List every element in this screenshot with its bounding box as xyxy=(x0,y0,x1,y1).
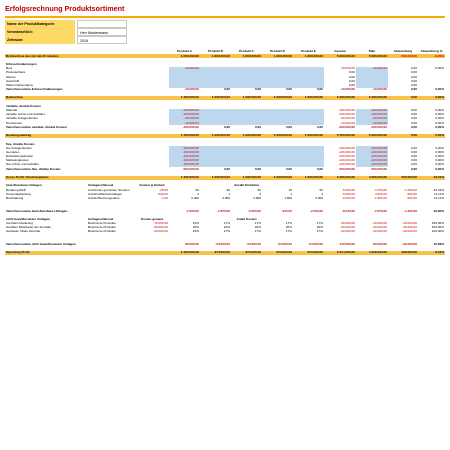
value-cell[interactable]: 17% xyxy=(223,230,230,234)
value-cell: 0,00 xyxy=(348,75,355,79)
value-cell[interactable]: 2.000 xyxy=(191,196,199,200)
value-cell: 1.000.000,00 xyxy=(200,134,231,138)
section-label: Erlösschmälerungen xyxy=(6,62,37,66)
value-cell[interactable]: -20.000,00 xyxy=(356,117,388,121)
value-cell: 4.928.930,00 xyxy=(356,251,388,255)
column-header: Abweichung xyxy=(393,50,413,54)
row-label: Marketingkosten xyxy=(6,158,29,163)
value-cell[interactable]: -10.000,00 xyxy=(169,67,200,71)
info-label: Name der Produktkategorie: xyxy=(5,20,75,28)
value-cell: 1.000.000,00 xyxy=(262,96,293,100)
value-cell: 0,00 xyxy=(410,121,417,125)
column-header: Produkt C xyxy=(239,50,254,54)
value-cell: 0,00 xyxy=(223,167,230,171)
value-cell[interactable]: -100.000,00 xyxy=(169,155,200,159)
value-cell: 0,00 xyxy=(410,66,417,71)
value-cell: 1.495.000,00 xyxy=(169,176,200,180)
value-cell: 5.490.000,00 xyxy=(324,96,356,100)
value-cell: -230.000,00 xyxy=(370,125,387,129)
value-cell[interactable]: 2 xyxy=(197,192,199,196)
value-cell: -500.000,00 xyxy=(182,167,199,171)
row-label: Gemieten xyxy=(6,150,20,154)
value-cell: 0,00% xyxy=(435,154,444,159)
value-cell: 0,00 xyxy=(410,158,417,163)
value-cell: -9,09% xyxy=(418,54,445,58)
value-cell[interactable]: 3.000 xyxy=(315,196,323,200)
column-header: Kosten gesamt xyxy=(140,217,164,221)
row-label: Gehälter Mitarbeiter der Zentrale xyxy=(6,225,51,230)
value-cell: 1.000.000,00 xyxy=(231,134,262,138)
value-cell: -50.000,00 xyxy=(340,221,355,226)
value-cell: -100.000,00 xyxy=(338,158,355,163)
value-cell: -100.000,00 xyxy=(338,163,355,167)
allocation-key-input[interactable]: Bestimmte Produkte xyxy=(88,221,116,226)
value-cell: -172.000,00 xyxy=(338,242,355,247)
row-label: Gross Profit / Bruttoergebnis xyxy=(5,176,169,180)
value-cell: -1.250,00 xyxy=(403,188,417,192)
value-cell: 5.495.000,00 xyxy=(324,176,356,180)
value-cell[interactable]: -100.000,00 xyxy=(169,163,200,167)
value-cell: 0,00 xyxy=(285,125,292,129)
value-cell[interactable]: 3.000 xyxy=(222,196,230,200)
value-cell: 1.000.000,00 xyxy=(200,54,231,58)
allocation-key-input[interactable]: Anzahl Mitarbeitertätigen xyxy=(88,192,123,196)
value-cell: 0,00% xyxy=(435,87,444,92)
row-label: Zwischensumme nicht beeinflussbare Umlagen xyxy=(6,242,76,247)
value-cell: -34.500,00 xyxy=(246,242,261,247)
value-cell[interactable]: 60 xyxy=(257,188,261,192)
title-underline xyxy=(5,16,445,18)
value-cell: 0,00 xyxy=(410,117,417,121)
total-row xyxy=(5,251,445,255)
value-cell: -35.000,00 xyxy=(184,242,199,247)
value-cell: -40.000,00 xyxy=(340,230,355,234)
value-cell: 973.000,00 xyxy=(262,251,293,255)
value-cell: 0,00 xyxy=(348,79,355,83)
value-cell: 1.000.000,00 xyxy=(293,176,324,180)
value-cell: 1.000.000,00 xyxy=(231,54,262,58)
value-cell: -5.000,00 xyxy=(341,192,355,196)
value-cell: -10.000,00 xyxy=(340,87,355,92)
row-label: Gebäude, Miete Zentrale xyxy=(6,230,41,234)
value-cell: 0,00 xyxy=(254,125,261,129)
cost-input[interactable]: -25,00 xyxy=(159,188,168,192)
value-cell: 0,00 xyxy=(410,108,417,113)
value-cell: 0,00% xyxy=(435,163,444,167)
value-cell: 4.995.000,00 xyxy=(356,176,388,180)
column-header: Umlageschlüssel xyxy=(88,184,114,188)
value-cell: 1.000.000,00 xyxy=(262,54,293,58)
value-cell[interactable]: -100.000,00 xyxy=(356,109,388,113)
value-cell: 973.000,00 xyxy=(231,251,262,255)
value-cell: -100.000,00 xyxy=(338,146,355,150)
value-cell: 408.000,00 xyxy=(388,251,418,255)
column-header: Produkt E xyxy=(301,50,316,54)
info-label: Verantwortlich: xyxy=(5,28,75,36)
value-cell[interactable]: -100.000,00 xyxy=(169,159,200,163)
value-cell[interactable]: -20.000,00 xyxy=(169,117,200,121)
value-cell: 0,00% xyxy=(418,134,445,138)
value-cell[interactable]: 17% xyxy=(254,221,261,226)
value-cell[interactable]: 3 xyxy=(259,192,261,196)
value-cell[interactable]: 1 xyxy=(228,192,230,196)
value-cell[interactable]: 2.500 xyxy=(253,196,261,200)
value-cell[interactable]: 15% xyxy=(192,230,199,234)
value-cell[interactable]: 50 xyxy=(195,188,199,192)
row-label: Zwischensumme basisflussbare Umlagen xyxy=(6,209,68,213)
value-cell[interactable]: -10.000,00 xyxy=(356,67,388,71)
row-label: Buchhaltung xyxy=(6,196,24,200)
value-cell: 5.314.460,00 xyxy=(324,251,356,255)
value-cell: 150,00% xyxy=(431,221,444,226)
value-cell: 0,00% xyxy=(435,125,444,129)
value-cell: -500.000,00 xyxy=(338,167,355,171)
value-cell: 0,00 xyxy=(316,167,323,171)
column-header: Abweichung % xyxy=(420,50,443,54)
value-cell[interactable]: 17% xyxy=(254,230,261,234)
value-cell: -20.000,00 xyxy=(372,221,387,226)
allocation-key-input[interactable]: Bestimmte Produkte xyxy=(88,230,116,234)
value-cell: 500.000,00 xyxy=(388,176,418,180)
value-cell[interactable]: 20% xyxy=(285,225,292,230)
row-label: Deckungsbeitrag xyxy=(5,134,169,138)
row-label: Zwischensumme variable, direkte Kosten xyxy=(6,125,67,129)
value-cell: -2.000,00 xyxy=(341,196,355,200)
value-cell: -1.200,00 xyxy=(403,209,417,213)
cost-input[interactable]: -1,00 xyxy=(160,196,168,200)
value-cell: 5.760.000,00 xyxy=(324,134,356,138)
row-label: Zwischensumme fixe, direkte Kosten xyxy=(6,167,61,171)
info-row-period xyxy=(5,36,125,44)
value-cell: -4.500,00 xyxy=(373,192,387,196)
value-cell: 5.260.000,00 xyxy=(356,134,388,138)
value-cell: 0,00% xyxy=(435,121,444,125)
value-cell[interactable]: 17% xyxy=(285,230,292,234)
row-label: fixe Anlagenkosten xyxy=(6,146,32,150)
value-cell[interactable]: 17% xyxy=(316,221,323,226)
value-cell[interactable]: -100.000,00 xyxy=(169,109,200,113)
profit-table xyxy=(5,50,445,255)
value-cell: -60.000,00 xyxy=(372,242,387,247)
value-cell[interactable]: 1 xyxy=(290,192,292,196)
value-cell: 0,00% xyxy=(435,146,444,150)
value-cell: 11,11% xyxy=(433,196,444,200)
value-cell: 0,00 xyxy=(223,87,230,92)
value-cell: 0,00 xyxy=(410,112,417,117)
value-cell: 0,00 xyxy=(223,125,230,129)
value-cell: 0,00% xyxy=(435,66,444,71)
value-cell: 0,00 xyxy=(285,167,292,171)
value-cell: 0,00 xyxy=(348,70,355,75)
value-cell: -34.500,00 xyxy=(215,242,230,247)
value-cell[interactable]: 20% xyxy=(223,225,230,230)
value-cell: -100.000,00 xyxy=(338,150,355,154)
value-cell: 0,00 xyxy=(410,167,417,171)
value-cell: 0,00 xyxy=(410,146,417,150)
row-label: fixe Löhne und Gehälter xyxy=(6,163,40,167)
section-label: basisflussbare Umlagen xyxy=(6,184,42,188)
value-cell[interactable]: 30 xyxy=(226,188,230,192)
value-cell: -1.875,00 xyxy=(216,209,230,213)
row-label: Skonto xyxy=(6,75,16,79)
category-input[interactable] xyxy=(77,20,127,28)
value-cell: -10.000,00 xyxy=(340,121,355,125)
value-cell: 16,95% xyxy=(433,209,444,213)
value-cell: 0,00% xyxy=(435,117,444,121)
subtotal-row xyxy=(5,243,445,247)
value-cell: 0,00% xyxy=(435,167,444,171)
value-cell: 1.453.000,00 xyxy=(169,251,200,255)
value-cell: -10.000,00 xyxy=(340,66,355,71)
value-cell: -90.000,00 xyxy=(402,242,417,247)
row-label: Beratung ERP xyxy=(6,188,26,192)
value-cell: 0,00 xyxy=(388,134,418,138)
row-label: Gutschrift xyxy=(6,79,20,83)
value-cell[interactable]: -10.000,00 xyxy=(169,121,200,125)
value-cell[interactable]: 17% xyxy=(316,230,323,234)
row-label: Entwicklungskosten xyxy=(6,154,34,159)
value-cell[interactable]: -100.000,00 xyxy=(169,146,200,150)
value-cell: 5.490.000,00 xyxy=(356,96,388,100)
allocation-key-input[interactable]: Anzahl Buchungssätze xyxy=(88,196,120,200)
value-cell: 1.000.000,00 xyxy=(293,134,324,138)
row-label: Material xyxy=(6,108,18,113)
column-header: Produkt D xyxy=(270,50,285,54)
value-cell: -200,00 xyxy=(406,196,417,200)
row-label: Boni xyxy=(6,66,13,71)
column-header: Produkt A xyxy=(177,50,192,54)
value-cell: 0,00 xyxy=(285,87,292,92)
row-label: Warenrücksendung xyxy=(6,83,33,87)
value-cell[interactable]: -10.000,00 xyxy=(356,121,388,125)
value-cell: -5.000,00 xyxy=(341,188,355,192)
value-cell: 0,00 xyxy=(410,154,417,159)
value-cell: -20.000,00 xyxy=(372,225,387,230)
value-cell: 0,00 xyxy=(254,167,261,171)
value-cell: 200,00% xyxy=(431,225,444,230)
value-cell[interactable]: -100.000,00 xyxy=(169,113,200,117)
value-cell: 974.625,00 xyxy=(200,251,231,255)
info-label: Zeitraum: xyxy=(5,36,75,44)
section-label: nicht beeinflussbare Umlagen xyxy=(6,217,51,221)
value-cell: -60.000,00 xyxy=(340,225,355,230)
value-cell: 1.000.000,00 xyxy=(231,96,262,100)
row-label: Personalabteilung xyxy=(6,192,31,196)
value-cell: 0,00% xyxy=(435,108,444,113)
cost-input[interactable]: -75.000,00 xyxy=(153,221,168,226)
value-cell: -5.000,00 xyxy=(247,209,261,213)
column-header: Umlageschlüssel xyxy=(88,217,114,221)
value-cell: -20.000,00 xyxy=(372,230,387,234)
owner-input[interactable]: Herr Mustermann xyxy=(77,28,127,36)
cost-input[interactable]: -80.000,00 xyxy=(153,225,168,230)
value-cell: -230.000,00 xyxy=(338,125,355,129)
value-cell: -3.750,00 xyxy=(373,188,387,192)
value-cell: -230.000,00 xyxy=(182,125,199,129)
value-cell: 1.000.000,00 xyxy=(262,176,293,180)
value-cell: -100.000,00 xyxy=(338,112,355,117)
value-cell: 0,00 xyxy=(316,125,323,129)
value-cell: 0,00 xyxy=(348,83,355,87)
cost-input[interactable]: -40.000,00 xyxy=(153,230,168,234)
value-cell[interactable]: 20% xyxy=(316,225,323,230)
value-cell: -7.070,00 xyxy=(373,209,387,213)
value-cell[interactable]: 17% xyxy=(223,221,230,226)
value-cell: 0,00 xyxy=(316,87,323,92)
value-cell: 0,00 xyxy=(254,87,261,92)
value-cell: 5.500.000,00 xyxy=(356,54,388,58)
value-cell: -40.000,00 xyxy=(402,225,417,230)
value-cell: 1.760.000,00 xyxy=(169,134,200,138)
value-cell: 0,00 xyxy=(410,150,417,154)
row-label: Preisnachlass xyxy=(6,70,26,75)
info-row-category xyxy=(5,20,125,28)
value-cell: 0,00 xyxy=(410,75,417,79)
value-cell[interactable]: 17% xyxy=(285,221,292,226)
cost-input[interactable]: -500,00 xyxy=(157,192,168,196)
column-header: Anteil Kosten xyxy=(236,217,257,221)
value-cell: 973.000,00 xyxy=(293,251,324,255)
value-cell: -10.000,00 xyxy=(372,87,387,92)
row-label: Nettoerlöse xyxy=(5,96,169,100)
value-cell: 0,00% xyxy=(435,158,444,163)
column-header: Anzahl Einheiten xyxy=(234,184,259,188)
value-cell: -2.500,00 xyxy=(309,209,323,213)
value-cell: 0,00 xyxy=(410,79,417,83)
value-cell[interactable]: 20% xyxy=(192,225,199,230)
value-cell: 0,00 xyxy=(410,83,417,87)
value-cell: 5.000.000,00 xyxy=(324,54,356,58)
value-cell[interactable]: -100.000,00 xyxy=(356,155,388,159)
value-cell[interactable]: -100.000,00 xyxy=(356,163,388,167)
value-cell[interactable]: -100.000,00 xyxy=(356,146,388,150)
value-cell[interactable]: -100.000,00 xyxy=(356,113,388,117)
row-label: zentrales Marketing xyxy=(6,221,33,226)
value-cell: 0,00 xyxy=(410,163,417,167)
value-cell: -10.000,00 xyxy=(184,87,199,92)
value-cell[interactable]: -100.000,00 xyxy=(356,151,388,155)
value-cell: 15,99% xyxy=(433,242,444,247)
value-cell: -1.800,00 xyxy=(373,196,387,200)
value-cell: 0,00 xyxy=(410,125,417,129)
value-cell[interactable]: 1.500 xyxy=(284,196,292,200)
allocation-key-input[interactable]: Bestimmte Produkte xyxy=(88,225,116,230)
column-header: Plan xyxy=(368,50,376,54)
row-label: variable Löhne und Gehälter xyxy=(6,112,46,117)
value-cell: 1.000.000,00 xyxy=(169,54,200,58)
row-label: Zwischensumme Erlösschmälerungen xyxy=(6,87,63,92)
value-cell[interactable]: 15% xyxy=(192,221,199,226)
value-cell: 0,00% xyxy=(435,112,444,117)
column-header: Produkt B xyxy=(208,50,223,54)
column-header: Gesamt xyxy=(334,50,346,54)
value-cell: 0,00% xyxy=(435,150,444,154)
value-cell: -915,00 xyxy=(281,209,292,213)
row-label: variable Anlagenkosten xyxy=(6,117,38,121)
value-cell: 1.000.000,00 xyxy=(231,176,262,180)
value-cell: 8,23% xyxy=(418,251,445,255)
allocation-key-input[interactable]: Anzahl der genutzten Stunden xyxy=(88,188,130,192)
value-cell[interactable]: -100.000,00 xyxy=(356,159,388,163)
period-input[interactable]: 2016 xyxy=(77,36,127,44)
value-cell[interactable]: 50 xyxy=(319,188,323,192)
value-cell[interactable]: -100.000,00 xyxy=(169,151,200,155)
value-cell: -7.000,00 xyxy=(185,209,199,213)
value-cell: -34.500,00 xyxy=(308,242,323,247)
value-cell: 11,11% xyxy=(433,192,444,196)
value-cell: -100.000,00 xyxy=(338,108,355,113)
value-cell[interactable]: 15 xyxy=(288,188,292,192)
value-cell[interactable]: 20% xyxy=(254,225,261,230)
value-cell[interactable]: 3 xyxy=(321,192,323,196)
sheet-title: Erfolgsrechnung Produktsortiment xyxy=(5,4,125,13)
value-cell: 33,33% xyxy=(433,188,444,192)
value-cell: 1.000.000,00 xyxy=(262,134,293,138)
info-row-owner xyxy=(5,28,125,36)
value-cell: -500,00 xyxy=(406,192,417,196)
section-label: fixe, direkte Kosten xyxy=(6,142,35,146)
value-cell: 0,00 xyxy=(388,96,418,100)
value-cell: 0,00 xyxy=(410,87,417,92)
value-cell: -500.000,00 xyxy=(370,167,387,171)
value-cell: 0,00% xyxy=(418,96,445,100)
value-cell: -30.000,00 xyxy=(402,221,417,226)
value-cell: 100,00% xyxy=(431,230,444,234)
value-cell: 1.000.000,00 xyxy=(293,96,324,100)
value-cell: 1.000.000,00 xyxy=(200,96,231,100)
value-cell: -100.000,00 xyxy=(338,154,355,159)
value-cell: -500.000,00 xyxy=(388,54,418,58)
value-cell: -8.540,00 xyxy=(341,209,355,213)
value-cell: -20.000,00 xyxy=(402,230,417,234)
row-label: Operating Profit xyxy=(5,251,169,255)
value-cell: 10,01% xyxy=(418,176,445,180)
row-label: Bruttoerlöse des mit den Produkten xyxy=(5,54,169,58)
value-cell: -34.500,00 xyxy=(277,242,292,247)
value-cell: 1.000.000,00 xyxy=(293,54,324,58)
column-header: Kosten je Einheit xyxy=(139,184,165,188)
value-cell: 1.490.000,00 xyxy=(169,96,200,100)
section-label: variable, direkte Kosten xyxy=(6,104,41,108)
value-cell: 0,00 xyxy=(410,70,417,75)
value-cell: -20.000,00 xyxy=(340,117,355,121)
value-cell: 1.000.000,00 xyxy=(200,176,231,180)
row-label: Provisionen xyxy=(6,121,23,125)
